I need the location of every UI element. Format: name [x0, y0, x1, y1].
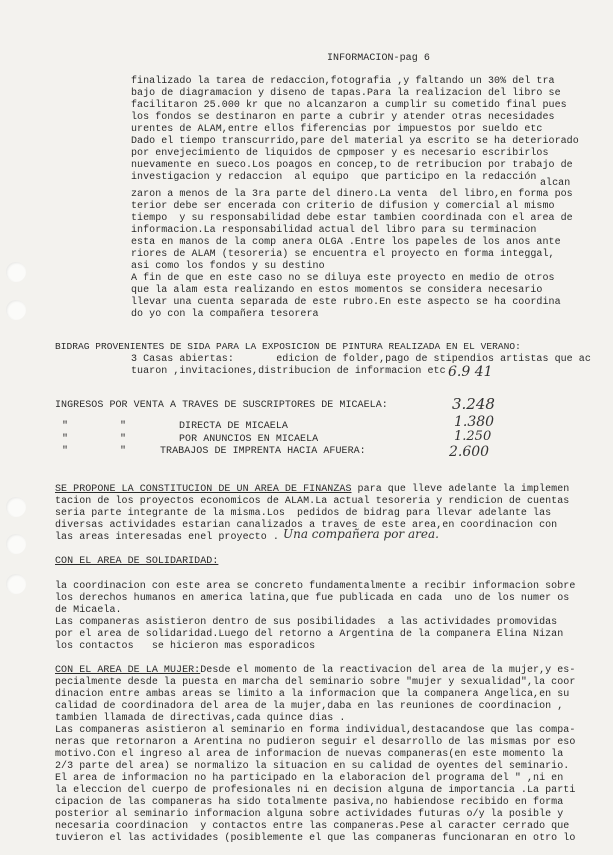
section-title-ingresos: INGRESOS POR VENTA A TRAVES DE SUSCRIPTORES DE MICAELA: — [55, 400, 388, 411]
section-title-mujer: CON EL AREA DE LA MUJER: — [55, 665, 201, 676]
text-line: zaron a menos de la 3ra parte del dinero.La venta del libro,en forma pos — [131, 189, 573, 200]
text-line: Las companeras asistieron dentro de sus posibilidades a las actividades promovidas — [55, 617, 558, 628]
income-label: POR ANUNCIOS EN MICAELA — [179, 434, 319, 445]
text-line: tiempo y su responsabilidad debe estar tambien coordinada con el area de — [131, 213, 573, 224]
text-line: bajo de diagramacion y diseno de tapas.Para la realizacion del libro se — [131, 88, 561, 99]
text-line: informacion.La responsabilidad actual del libro para su terminacion — [131, 225, 537, 236]
text-line: do yo con la compañera tesorera — [131, 309, 319, 320]
punch-hole — [6, 534, 26, 554]
text-line: diversas actividades estarian canalizados a traves de este area,en coordinacion con — [55, 520, 558, 531]
text-line: seria parte integrante de la misma.Los pedidos de bidrag para llevar adelante las — [55, 508, 552, 519]
text-line: cipacion de las companeras ha sido totalmente pasiva,no habiendose recibido en forma — [55, 797, 564, 808]
text-line: tambien llamada de directivas,cada quince dias . — [55, 713, 346, 724]
text-line: asi como los fondos y su destino — [131, 261, 325, 272]
punch-hole — [6, 262, 26, 282]
ditto-mark: " — [62, 434, 69, 445]
ditto-mark: " — [62, 446, 69, 457]
text-line: alcan — [540, 178, 571, 189]
ditto-mark: " — [62, 421, 69, 432]
text-line: por el area de solidaridad.Luego del retorno a Argentina de la companera Elina Nizan — [55, 629, 564, 640]
page-header: INFORMACION-pag 6 — [327, 53, 430, 64]
text-line: nuevamente en sueco.Los poagos en concep,to de retribucion por trabajo de — [131, 160, 573, 171]
text-line: dinacion entre ambas areas se limito a la informacion que la companera Angelica,en su — [55, 689, 570, 700]
text-line: Dado el tiempo transcurrido,pare del material ya escrito se ha deteriorado — [131, 136, 579, 147]
text-line: terior debe ser encerada con criterio de difusion y comercial al mismo — [131, 201, 555, 212]
text-line: A fin de que en este caso no se diluya este proyecto en medio de otros — [131, 273, 555, 284]
text-line: posterior al seminario informacion alguna sobre actividades futuras o/y la posible y — [55, 809, 564, 820]
income-amount: 2.600 — [449, 444, 490, 460]
text-line: los contactos se hicieron mas esporadicos — [55, 641, 316, 652]
punch-hole — [6, 300, 26, 320]
mujer-title-line — [55, 665, 575, 676]
income-label: TRABAJOS DE IMPRENTA HACIA AFUERA: — [160, 446, 366, 457]
text-line: esta en manos de la comp anera OLGA .Entre los papeles de los anos ante — [131, 237, 561, 248]
punch-hole — [6, 574, 26, 594]
income-label: DIRECTA DE MICAELA — [179, 421, 288, 432]
text-line: tuaron ,invitaciones,distribucion de informacion etc — [131, 366, 446, 377]
section-title-bidrag: BIDRAG PROVENIENTES DE SIDA PARA LA EXPOSICION DE PINTURA REALIZADA EN EL VERANO: — [55, 341, 521, 352]
section-title-solidaridad: CON EL AREA DE SOLIDARIDAD: — [55, 556, 219, 567]
ditto-mark: " — [120, 434, 127, 445]
text-line: 2/3 parte del area) se normalizo la situacion en su calidad de oyentes del seminario. — [55, 761, 570, 772]
text-line: neras que retornaron a Arentina no pudieron seguir el desarrollo de las mismas por eso — [55, 737, 576, 748]
text-line: urentes de ALAM,entre ellos fiferencias por impuestos por sueldo etc — [131, 124, 543, 135]
text-line: necesaria coordinacion y contactos entre las companeras.Pese al caracter cerrado que — [55, 821, 570, 832]
text-line: 3 Casas abiertas: edicion de folder,pago de stipendios artistas que ac — [131, 354, 591, 365]
text-line: la eleccion del cuerpo de profesionales ni en decision alguna de importancia .La parti — [55, 785, 576, 796]
section-title-finanzas: SE PROPONE LA CONSTITUCION DE UN AREA DE FINANZAS — [55, 484, 352, 495]
ditto-mark: " — [120, 446, 127, 457]
text-line: tuvieron el las actividades (posiblemente el que las companeras funcionaran en otro lo — [55, 833, 576, 844]
text-span: para que lleve adelante la implemen — [351, 484, 570, 495]
text-line: motivo.Con el ingreso al area de informacion de nuevas companeras(en este momento la — [55, 749, 564, 760]
text-line: calidad de coordinadora del area de la mujer,daba en las reuniones de coordinacion , — [55, 701, 564, 712]
text-line: la coordinacion con este area se concreto fundamentalmente a recibir informacion sobre — [55, 581, 576, 592]
punch-hole — [6, 497, 26, 517]
handwritten-amount: 6.9 41 — [448, 364, 493, 380]
income-amount: 1.380 — [454, 414, 495, 430]
ditto-mark: " — [120, 421, 127, 432]
text-line: los derechos humanos en america latina,que fue publicada en cada uno de los numer os — [55, 593, 570, 604]
income-amount: 1.250 — [454, 429, 492, 444]
text-line: por envejecimiento de liquidos de cpmposer y es necesario escribirlos — [131, 148, 549, 159]
text-line: facilitaron 25.000 kr que no alcanzaron a cumplir su cometido final pues — [131, 100, 567, 111]
text-line: riores de ALAM (tesoreria) se encuentra el proyecto en forma integgal, — [131, 249, 555, 260]
text-line: los fondos se destinaron en parte a cubrir y atender otras necesidades — [131, 112, 555, 123]
handwritten-note: Una compañera por area. — [283, 527, 439, 541]
text-line: que la alam esta realizando en estos momentos se considera necesario — [131, 285, 543, 296]
text-span: Desde el momento de la reactivacion del area de la mujer,y es- — [200, 665, 576, 676]
text-line: investigacion y redaccion al equipo que participo en la redacción — [131, 172, 537, 183]
text-line: Las companeras asistieron al seminario en forma individual,destacandose que las compa- — [55, 725, 576, 736]
text-line: llevar una cuenta separada de este rubro.En este aspecto se ha coordina — [131, 297, 561, 308]
text-line: finalizado la tarea de redaccion,fotografia ,y faltando un 30% del tra — [131, 76, 555, 87]
text-line: tacion de los proyectos economicos de ALAM.La actual tesoreria y rendicion de cuentas — [55, 496, 570, 507]
text-line: pecialmente desde la puesta en marcha del seminario sobre "mujer y sexualidad",la coor — [55, 677, 576, 688]
handwritten-total: 3.248 — [452, 395, 495, 413]
finanzas-title-line — [55, 484, 569, 495]
text-line: de Micaela. — [55, 605, 122, 616]
text-line: El area de informacion no ha participado en la elaboracion del programa del " ,ni en — [55, 773, 564, 784]
text-line: las areas interesadas enel proyecto . — [55, 532, 279, 543]
